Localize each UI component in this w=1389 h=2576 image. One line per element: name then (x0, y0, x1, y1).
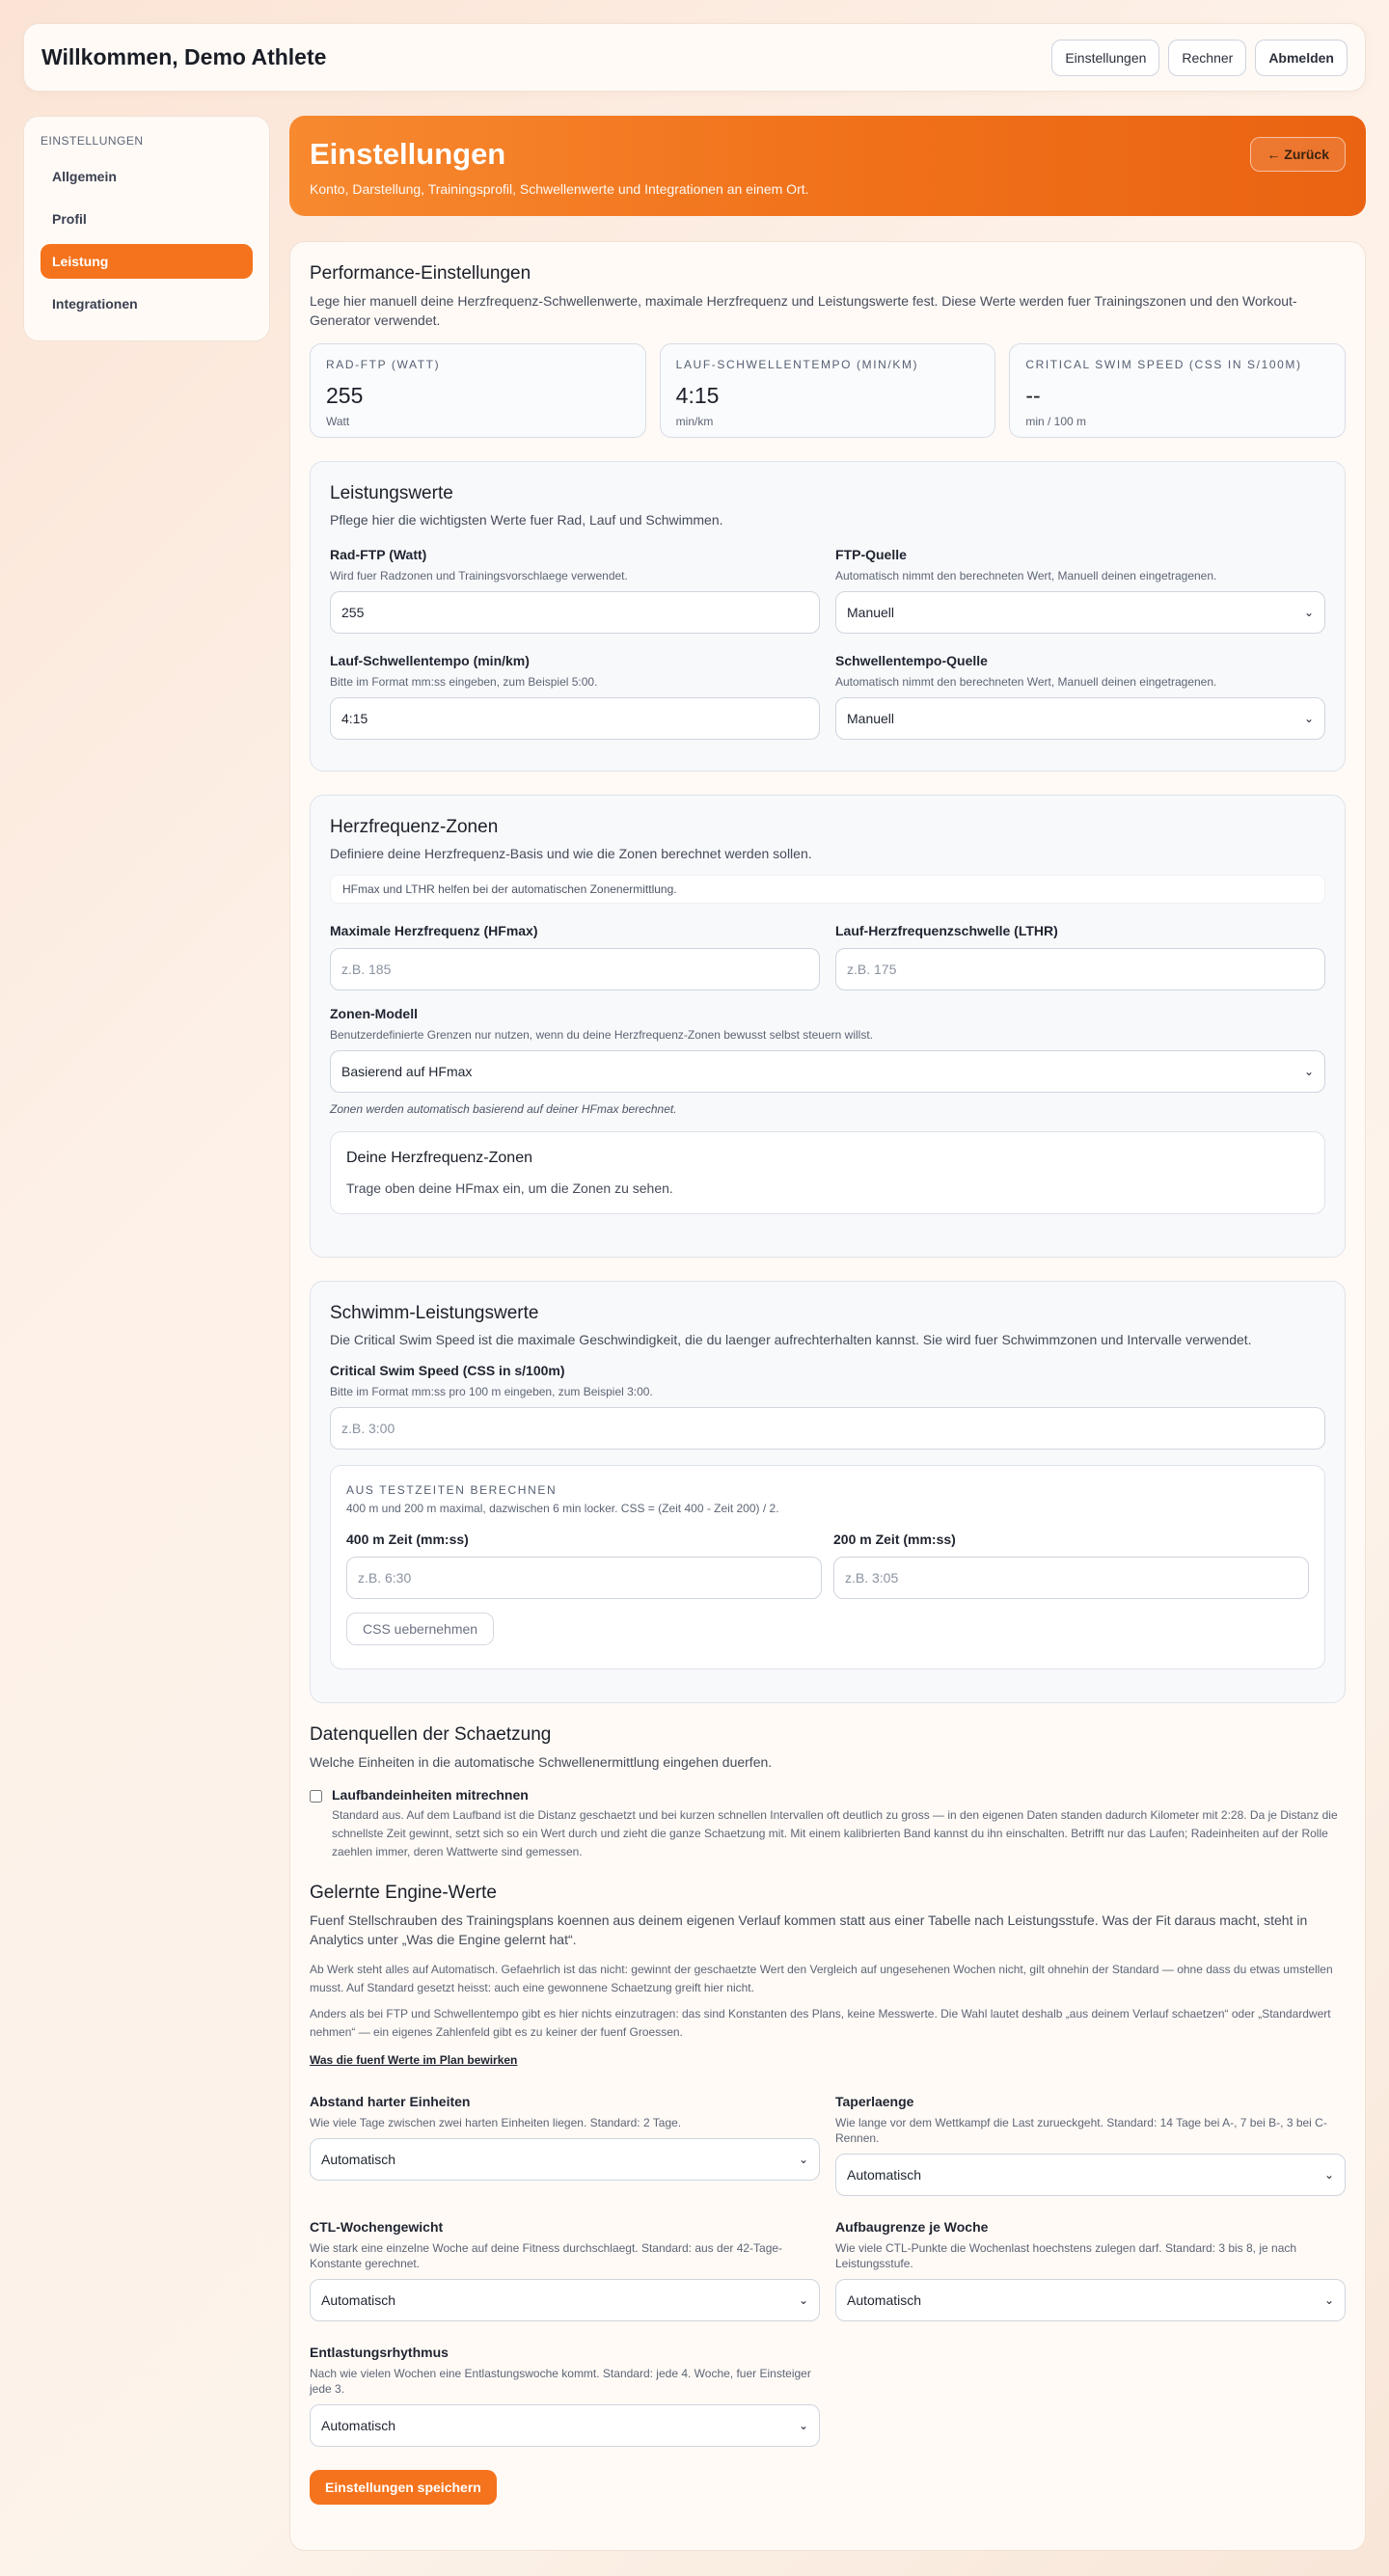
sidebar-item-profil[interactable]: Profil (52, 211, 87, 227)
engine-p2: Anders als bei FTP und Schwellentempo gibt es hier nichts einzutragen: das sind Konstanten des Plans, keine Messwerte. Die Wahl lautet deshalb „aus deinem Verlauf schaetzen“ oder „Standardwert nehmen“ — ein eigenes Zahlenfeld gibt es zu keiner der fuenf Groessen. (310, 2007, 1331, 2039)
stat-value: 4:15 (675, 383, 720, 408)
stat-run-pace (660, 343, 996, 438)
engine-grid-2 (310, 2219, 1346, 2321)
hard-spacing-select[interactable] (310, 2138, 820, 2181)
pace-hint: Bitte im Format mm:ss eingeben, zum Beispiel 5:00. (330, 675, 598, 689)
engine-field-hint: Wie lange vor dem Wettkampf die Last zurueckgeht. Standard: 14 Tage bei A-, 7 bei B-, 3 bei C-Rennen. (835, 2116, 1327, 2145)
apply-css-button[interactable]: CSS uebernehmen (346, 1613, 494, 1645)
pace-grid (330, 653, 1325, 740)
sidebar-section-label: EINSTELLUNGEN (41, 134, 144, 148)
ftp-source-group (835, 547, 1325, 634)
hr-zones-empty: Trage oben deine HFmax ein, um die Zonen zu sehen. (346, 1180, 673, 1196)
css-input[interactable] (330, 1407, 1325, 1450)
engine-field-label: Abstand harter Einheiten (310, 2094, 471, 2109)
treadmill-text (332, 1787, 1346, 1861)
stat-value: -- (1025, 383, 1041, 408)
lthr-input[interactable] (835, 948, 1325, 990)
stat-label: CRITICAL SWIM SPEED (CSS IN S/100M) (1025, 358, 1302, 371)
settings-button[interactable]: Einstellungen (1051, 40, 1159, 76)
chevron-down-icon: ⌄ (1323, 2168, 1334, 2182)
hr-title: Herzfrequenz-Zonen (330, 817, 499, 837)
t400-label: 400 m Zeit (mm:ss) (346, 1532, 469, 1547)
css-label: Critical Swim Speed (CSS in s/100m) (330, 1363, 565, 1378)
css-calc-grid (346, 1532, 1309, 1599)
css-calculator (330, 1465, 1325, 1669)
treadmill-hint: Standard aus. Auf dem Laufband ist die Distanz geschaetzt und bei kurzen schnellen Intervallen oft deutlich zu gross — in den eigenen Daten standen dadurch Kilometer mit 2:28. Da je Distanz die schnellste Zeit gewinnt, setzt sich so ein Wert durch und zieht die ganze Schaetzung mit. Mit einem kalibrierten Band kannst du ihn einschalten. Betrifft nur das Laufen; Radeinheiten auf der Rolle zaehlen immer, deren Wattwerte sind gemessen. (332, 1808, 1338, 1858)
ftp-group (330, 547, 820, 634)
ftp-label: Rad-FTP (Watt) (330, 547, 427, 562)
select-value: Automatisch (321, 2152, 396, 2167)
t200-label: 200 m Zeit (mm:ss) (833, 1532, 956, 1547)
chevron-down-icon: ⌄ (798, 2293, 808, 2307)
engine-field-label: Entlastungsrhythmus (310, 2345, 449, 2360)
zone-model-hint: Benutzerdefinierte Grenzen nur nutzen, wenn du deine Herzfrequenz-Zonen bewusst selbst steuern willst. (330, 1028, 873, 1042)
back-button[interactable]: ← Zurück (1250, 137, 1346, 172)
welcome-title: Willkommen, Demo Athlete (41, 44, 327, 69)
performance-settings-card (289, 241, 1366, 2551)
logout-button[interactable]: Abmelden (1255, 40, 1348, 76)
select-value: Automatisch (321, 2418, 396, 2433)
zone-model-value: Basierend auf HFmax (341, 1064, 473, 1079)
pace-label: Lauf-Schwellentempo (min/km) (330, 653, 530, 668)
hr-desc: Definiere deine Herzfrequenz-Basis und wie die Zonen berechnet werden sollen. (330, 846, 812, 861)
ftp-source-label: FTP-Quelle (835, 547, 907, 562)
engine-grid-1 (310, 2094, 1346, 2196)
engine-field-label: Aufbaugrenze je Woche (835, 2219, 989, 2235)
leistungswerte-desc: Pflege hier die wichtigsten Werte fuer Rad, Lauf und Schwimmen. (330, 512, 723, 528)
engine-field-label: Taperlaenge (835, 2094, 914, 2109)
treadmill-label: Laufbandeinheiten mitrechnen (332, 1787, 529, 1803)
leistungswerte-grid (330, 547, 1325, 634)
page-title: Einstellungen (310, 137, 506, 171)
engine-p1: Ab Werk steht alles auf Automatisch. Gefaehrlich ist das nicht: gewinnt der geschaetzte Wert den Vergleich auf ungesehenen Wochen nicht, gilt ohnehin der Standard — ohne dass du etwas umstellen musst. Auf Standard gesetzt heisst: auch eine gewonnene Schaetzung greift hier nicht. (310, 1963, 1333, 1994)
chevron-down-icon: ⌄ (1303, 1065, 1314, 1078)
zone-model-label: Zonen-Modell (330, 1006, 418, 1021)
zone-model-select[interactable] (330, 1050, 1325, 1093)
engine-info-link[interactable]: Was die fuenf Werte im Plan bewirken (310, 2053, 518, 2067)
t200-input[interactable] (833, 1557, 1309, 1599)
css-hint: Bitte im Format mm:ss pro 100 m eingeben, zum Beispiel 3:00. (330, 1385, 653, 1398)
ftp-input[interactable] (330, 591, 820, 634)
stat-value: 255 (326, 383, 364, 408)
sidebar-item-leistung[interactable]: Leistung (41, 244, 253, 279)
save-settings-button[interactable]: Einstellungen speichern (310, 2470, 497, 2505)
t400-input[interactable] (346, 1557, 822, 1599)
engine-field-hint: Wie stark eine einzelne Woche auf deine Fitness durchschlaegt. Standard: aus der 42-Tage-Konstante gerechnet. (310, 2241, 783, 2270)
ramp-limit-select[interactable] (835, 2279, 1346, 2321)
page-subtitle: Konto, Darstellung, Trainingsprofil, Schwellenwerte und Integrationen an einem Ort. (310, 181, 809, 197)
select-value: Automatisch (321, 2292, 396, 2308)
chevron-down-icon: ⌄ (1323, 2293, 1334, 2307)
engine-field-recovery (310, 2345, 820, 2447)
hr-grid (330, 923, 1325, 990)
recovery-select[interactable] (310, 2404, 820, 2447)
zone-auto-note: Zonen werden automatisch basierend auf deiner HFmax berechnet. (330, 1102, 677, 1116)
leistungswerte-panel (310, 461, 1346, 772)
css-calc-title: AUS TESTZEITEN BERECHNEN (346, 1483, 558, 1497)
hr-zones-title: Deine Herzfrequenz-Zonen (346, 1150, 532, 1166)
chevron-down-icon: ⌄ (798, 2419, 808, 2432)
engine-field-hint: Wie viele CTL-Punkte die Wochenlast hoechstens zulegen darf. Standard: 3 bis 8, je nach Leistungsstufe. (835, 2241, 1297, 2270)
performance-title: Performance-Einstellungen (310, 263, 531, 284)
engine-field-hint: Nach wie vielen Wochen eine Entlastungswoche kommt. Standard: jede 4. Woche, fuer Einsteiger jede 3. (310, 2367, 811, 2396)
header-actions (1051, 40, 1348, 76)
stat-unit: min / 100 m (1025, 415, 1087, 428)
swim-desc: Die Critical Swim Speed ist die maximale Geschwindigkeit, die du laenger aufrechterhalten kannst. Sie wird fuer Schwimmzonen und Intervalle verwendet. (330, 1332, 1252, 1347)
stat-label: LAUF-SCHWELLENTEMPO (MIN/KM) (675, 358, 919, 371)
chevron-down-icon: ⌄ (1303, 606, 1314, 619)
sources-desc: Welche Einheiten in die automatische Schwellenermittlung eingehen duerfen. (310, 1754, 773, 1770)
sidebar-item-integrationen[interactable]: Integrationen (52, 296, 138, 312)
engine-desc: Fuenf Stellschrauben des Trainingsplans koennen aus deinem eigenen Verlauf kommen statt aus einer Tabelle nach Leistungsstufe. Was der Fit daraus macht, steht in Analytics unter „Was die Engine gelernt hat“. (310, 1912, 1308, 1947)
lthr-label: Lauf-Herzfrequenzschwelle (LTHR) (835, 923, 1058, 938)
ctl-weight-select[interactable] (310, 2279, 820, 2321)
engine-field-ramp-limit (835, 2219, 1346, 2321)
select-value: Automatisch (847, 2292, 922, 2308)
stat-unit: min/km (675, 415, 714, 428)
lthr-group (835, 923, 1325, 990)
engine-field-taper (835, 2094, 1346, 2196)
performance-desc: Lege hier manuell deine Herzfrequenz-Schwellenwerte, maximale Herzfrequenz und Leistungswerte fest. Diese Werte werden fuer Trainingszonen und den Workout-Generator verwendet. (310, 293, 1297, 328)
sidebar-item-allgemein[interactable]: Allgemein (52, 169, 117, 184)
pace-source-select[interactable] (835, 697, 1325, 740)
css-calc-desc: 400 m und 200 m maximal, dazwischen 6 min locker. CSS = (Zeit 400 - Zeit 200) / 2. (346, 1502, 779, 1515)
engine-grid-3 (310, 2345, 1346, 2447)
ftp-hint: Wird fuer Radzonen und Trainingsvorschlaege verwendet. (330, 569, 628, 583)
engine-field-ctl-weight (310, 2219, 820, 2321)
heart-rate-panel (310, 795, 1346, 1258)
engine-title: Gelernte Engine-Werte (310, 1883, 497, 1903)
treadmill-option (310, 1787, 1346, 1861)
t400-group (346, 1532, 822, 1599)
stat-unit: Watt (326, 415, 350, 428)
calculator-button[interactable]: Rechner (1168, 40, 1246, 76)
engine-field-label: CTL-Wochengewicht (310, 2219, 444, 2235)
hfmax-input[interactable] (330, 948, 820, 990)
page-hero (289, 116, 1366, 216)
stat-ftp (310, 343, 646, 438)
chevron-down-icon: ⌄ (1303, 712, 1314, 725)
stats-row (310, 343, 1346, 438)
ftp-source-value: Manuell (847, 605, 895, 620)
swim-panel (310, 1281, 1346, 1703)
settings-sidebar (23, 116, 270, 341)
pace-input[interactable] (330, 697, 820, 740)
stat-css (1009, 343, 1346, 438)
sources-title: Datenquellen der Schaetzung (310, 1724, 552, 1745)
pace-source-hint: Automatisch nimmt den berechneten Wert, Manuell deinen eingetragenen. (835, 675, 1217, 689)
ftp-source-hint: Automatisch nimmt den berechneten Wert, Manuell deinen eingetragenen. (835, 569, 1217, 583)
empty-cell (835, 2345, 1346, 2447)
stat-label: RAD-FTP (WATT) (326, 358, 441, 371)
chevron-down-icon: ⌄ (798, 2153, 808, 2166)
taper-select[interactable] (835, 2154, 1346, 2196)
hr-note: HFmax und LTHR helfen bei der automatischen Zonenermittlung. (330, 875, 1325, 904)
pace-group (330, 653, 820, 740)
t200-group (833, 1532, 1309, 1599)
engine-field-hard-spacing (310, 2094, 820, 2196)
swim-title: Schwimm-Leistungswerte (330, 1303, 539, 1323)
top-bar (23, 23, 1366, 92)
pace-source-value: Manuell (847, 711, 895, 726)
pace-source-label: Schwellentempo-Quelle (835, 653, 988, 668)
pace-source-group (835, 653, 1325, 740)
treadmill-checkbox[interactable] (310, 1790, 322, 1803)
engine-field-hint: Wie viele Tage zwischen zwei harten Einheiten liegen. Standard: 2 Tage. (310, 2116, 682, 2129)
leistungswerte-title: Leistungswerte (330, 483, 453, 503)
hfmax-group (330, 923, 820, 990)
hfmax-label: Maximale Herzfrequenz (HFmax) (330, 923, 538, 938)
select-value: Automatisch (847, 2167, 922, 2183)
hr-zones-card (330, 1131, 1325, 1214)
ftp-source-select[interactable] (835, 591, 1325, 634)
